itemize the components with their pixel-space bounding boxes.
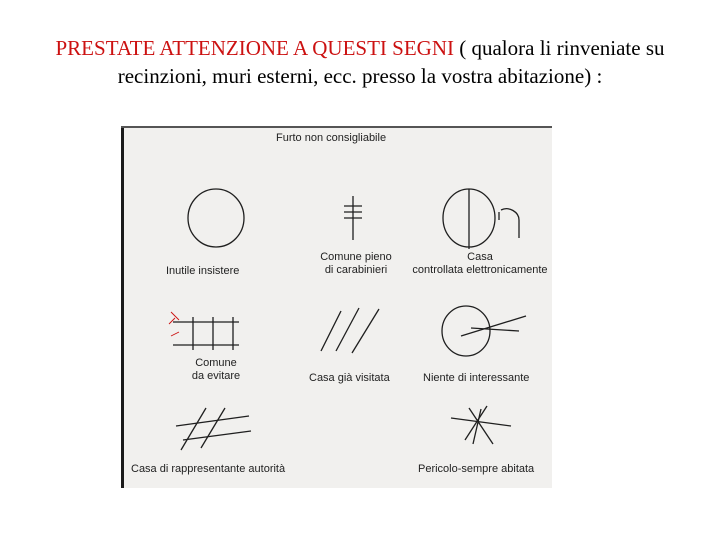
symbol-grid-icon — [169, 312, 239, 350]
caption-comune-evitare-line2: da evitare — [191, 370, 241, 382]
caption-casa-controllata-line2: controllata elettronicamente — [412, 264, 548, 276]
symbol-circle-lines-icon — [442, 306, 526, 356]
caption-comune-pieno — [313, 251, 399, 277]
caption-inutile-insistere: Inutile insistere — [166, 265, 240, 277]
caption-comune-evitare — [176, 357, 256, 383]
symbol-star-lines-icon — [451, 406, 511, 444]
heading-warning: PRESTATE ATTENZIONE A QUESTI SEGNI — [55, 36, 454, 60]
heading — [30, 34, 690, 90]
caption-casa-visitata: Casa già visitata — [309, 372, 390, 384]
caption-casa-controllata — [408, 251, 552, 277]
symbols-figure — [121, 126, 552, 488]
caption-pericolo: Pericolo-sempre abitata — [418, 463, 535, 475]
symbol-circle-icon — [188, 189, 244, 247]
caption-niente-interessante: Niente di interessante — [423, 372, 530, 384]
caption-comune-pieno-line1: Comune pieno — [320, 251, 392, 263]
figure-title: Furto non consigliabile — [276, 132, 387, 144]
heading-text: ( qualora li rinveniate su recinzioni, muri esterni, ecc. presso la vostra abitazione) : — [117, 36, 665, 88]
symbol-cross-bars-icon — [344, 196, 362, 240]
symbols-drawing — [121, 126, 552, 488]
caption-casa-controllata-line1: Casa — [467, 251, 493, 263]
caption-comune-pieno-line2: di carabinieri — [324, 264, 388, 276]
caption-comune-evitare-line1: Comune — [195, 357, 237, 369]
symbol-slanted-grid-icon — [176, 408, 251, 450]
symbol-circle-hook-icon — [443, 189, 519, 249]
caption-casa-rappresentante: Casa di rappresentante autorità — [131, 463, 286, 475]
symbol-slashes-icon — [321, 308, 379, 353]
